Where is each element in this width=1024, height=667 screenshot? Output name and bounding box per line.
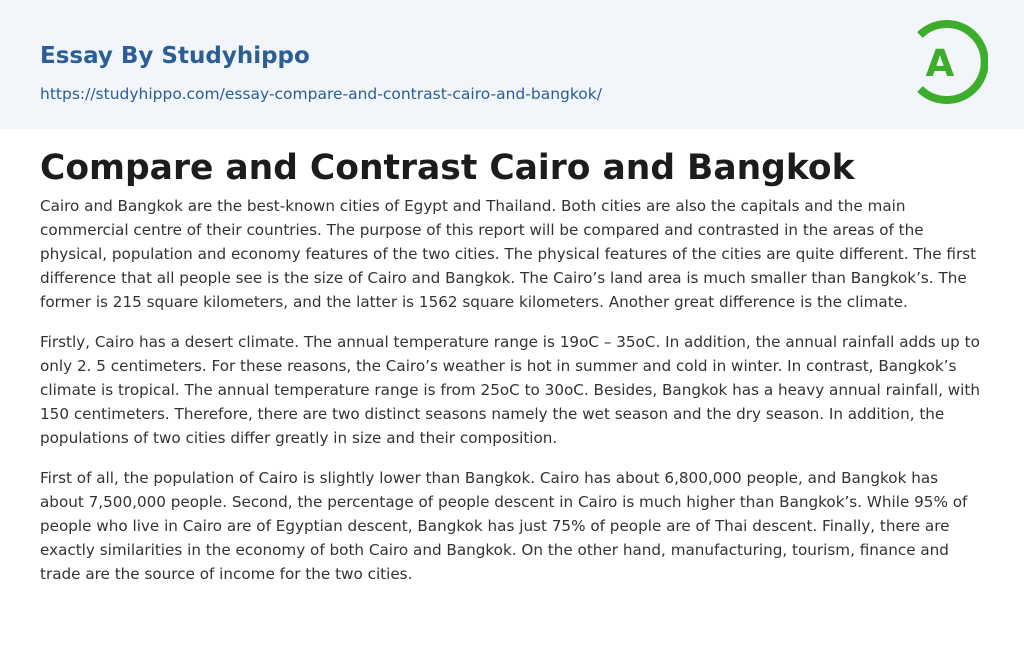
essay-paragraph-3: First of all, the population of Cairo is slightly lower than Bangkok. Cairo has about 6,800,000 people, and Bangkok has about 7,500,000 people. Second, the percentage of people descent in Cairo is much higher than Bangkok’s. While 95% of people who live in Cairo are of Egyptian descent, Bangkok has just 75% of people are of Thai descent. Finally, there are exactly similarities in the economy of both Cairo and Bangkok. On the other hand, manufacturing, tourism, finance and trade are the source of income for the two cities. <box>40 469 968 583</box>
studyhippo-logo-icon[interactable] <box>904 17 988 107</box>
site-title[interactable]: Essay By Studyhippo <box>40 43 310 69</box>
page-title: Compare and Contrast Cairo and Bangkok <box>40 148 855 188</box>
essay-body <box>40 194 986 602</box>
site-header <box>0 0 1024 129</box>
essay-url-link[interactable]: https://studyhippo.com/essay-compare-and-contrast-cairo-and-bangkok/ <box>40 85 602 103</box>
logo-letter: A <box>925 42 955 85</box>
essay-paragraph-2: Firstly, Cairo has a desert climate. The annual temperature range is 19oC – 35oC. In addition, the annual rainfall adds up to only 2. 5 centimeters. For these reasons, the Cairo’s weather is hot in summer and cold in winter. In contrast, Bangkok’s climate is tropical. The annual temperature range is from 25oC to 30oC. Besides, Bangkok has a heavy annual rainfall, with 150 centimeters. Therefore, there are two distinct seasons namely the wet season and the dry season. In addition, the populations of two cities differ greatly in size and their composition. <box>40 333 980 447</box>
essay-paragraph-1: Cairo and Bangkok are the best-known cities of Egypt and Thailand. Both cities are also the capitals and the main commercial centre of their countries. The purpose of this report will be compared and contrasted in the areas of the physical, population and economy features of the two cities. The physical features of the cities are quite different. The first difference that all people see is the size of Cairo and Bangkok. The Cairo’s land area is much smaller than Bangkok’s. The former is 215 square kilometers, and the latter is 1562 square kilometers. Another great difference is the climate. <box>40 197 977 311</box>
